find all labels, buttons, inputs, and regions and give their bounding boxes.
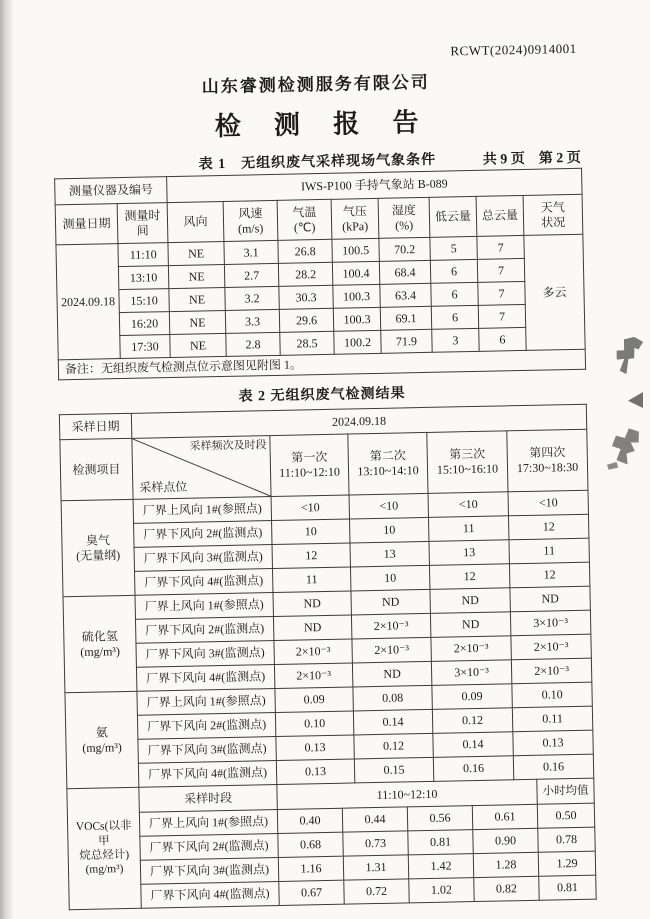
instrument-label-cell: 测量仪器及编号 [55,177,168,205]
value-cell: 0.14 [433,732,513,758]
header-low-cloud: 低云量 [429,196,477,237]
hourly-avg-cell: 1.29 [538,851,596,876]
value-cell: 11 [272,567,350,593]
value-cell: 0.12 [432,708,512,734]
value-cell: 10 [350,565,429,591]
wind-dir-cell: NE [169,310,225,334]
period-value-cell: 11:10~12:10 [277,779,537,809]
value-cell: 0.61 [472,804,537,829]
freq-header-2: 第二次 13:10~14:10 [348,432,428,495]
pressure-cell: 100.4 [332,261,379,285]
time-cell: 15:10 [119,289,169,313]
sampling-point-cell: 厂界下风向 3#(监测点) [138,737,276,764]
total-cloud-cell: 7 [478,281,525,305]
value-cell: 0.82 [474,876,539,901]
freq-header-3: 第三次 15:10~16:10 [427,431,508,494]
page-indicator: 共 9 页 第 2 页 [477,147,581,169]
item-odor-cell: 臭气 (无量纲) [61,499,135,596]
value-cell: 0.44 [342,807,407,832]
header-weather: 天气 状况 [523,194,583,235]
humidity-cell: 68.4 [379,260,430,284]
value-cell: 2×10⁻³ [274,663,352,689]
table1-caption: 表 1 无组织废气采样现场气象条件 [198,152,437,173]
value-cell: ND [351,589,430,615]
value-cell: 0.13 [513,730,594,756]
value-cell: 1.28 [473,852,538,877]
header-total-cloud: 总云量 [476,195,524,236]
ink-smudge [628,392,643,408]
value-cell: 12 [508,514,589,540]
total-cloud-cell: 7 [477,258,524,282]
temp-cell: 28.5 [280,331,334,355]
value-cell: ND [273,615,351,641]
sampling-point-cell: 厂界下风向 3#(监测点) [136,641,274,668]
item-label-cell: 检测项目 [60,438,133,500]
wind-dir-cell: NE [168,264,224,288]
header-wind-speed: 风速 (m/s) [223,200,278,241]
value-cell: 0.15 [354,757,433,783]
value-cell: ND [352,661,431,687]
value-cell: 0.67 [279,880,344,905]
header-wind-direction: 风向 [167,201,224,242]
pressure-cell: 100.3 [333,284,380,308]
value-cell: 12 [272,543,350,569]
value-cell: <10 [508,490,589,516]
value-cell: 0.10 [512,682,593,708]
hourly-avg-cell: 0.78 [538,827,596,852]
sample-date-label-cell: 采样日期 [59,413,131,439]
sampling-point-cell: 厂界下风向 4#(监测点) [135,569,273,596]
ink-smudge [612,334,643,376]
value-cell: <10 [271,495,349,521]
pressure-cell: 100.5 [332,238,379,262]
hourly-avg-cell: 0.81 [539,875,597,900]
wind-dir-cell: NE [169,287,225,311]
time-cell: 17:30 [120,335,170,359]
value-cell: 0.56 [407,806,472,831]
value-cell: 0.09 [432,684,512,710]
value-cell: 0.90 [473,828,538,853]
value-cell: 1.42 [408,854,473,879]
table1-weather-conditions [54,168,586,381]
item-vocs-cell: VOCs(以非甲 烷总烃计) (mg/m³) [67,787,141,909]
value-cell: <10 [428,492,508,518]
period-label-cell: 采样时段 [139,785,277,813]
sample-date-cell: 2024.09.18 [131,404,586,438]
value-cell: 3×10⁻³ [510,610,591,636]
diagonal-bottom-label: 采样点位 [139,479,188,495]
humidity-cell: 63.4 [380,283,431,307]
low-cloud-cell: 6 [431,305,478,329]
value-cell: 1.31 [343,855,408,880]
wind-dir-cell: NE [168,241,224,265]
header-measure-time: 测量时间 [117,203,168,244]
sampling-point-cell: 厂界上风向 1#(参照点) [133,497,271,524]
value-cell: 11 [509,538,590,564]
diagonal-top-label: 采样频次及时段 [189,439,267,453]
value-cell: ND [430,588,510,614]
sampling-point-cell: 厂界下风向 2#(监测点) [137,713,275,740]
value-cell: 1.02 [409,878,474,903]
table2-header-row [60,429,588,501]
header-air-temp: 气温 (℃) [277,199,332,240]
value-cell: 0.08 [353,685,432,711]
value-cell: 0.13 [276,759,354,785]
wind-dir-cell: NE [170,333,226,357]
table2-detection-results [59,404,597,910]
value-cell: 0.10 [275,711,353,737]
total-cloud-cell: 7 [477,235,524,259]
value-cell: 10 [272,519,350,545]
report-content [52,41,596,910]
temp-cell: 26.8 [278,239,332,263]
value-cell: 10 [350,517,429,543]
low-cloud-cell: 5 [430,236,477,260]
value-cell: 0.12 [354,733,433,759]
pressure-cell: 100.3 [333,307,380,331]
value-cell: 0.13 [276,735,354,761]
value-cell: 0.81 [408,830,473,855]
value-cell: 13 [350,541,429,567]
time-cell: 16:20 [119,312,169,336]
value-cell: 0.40 [277,808,342,833]
value-cell: 11 [429,516,509,542]
value-cell: ND [273,591,351,617]
hourly-avg-cell: 0.50 [537,803,595,828]
temp-cell: 28.2 [278,262,332,286]
freq-header-4: 第四次 17:30~18:30 [507,429,588,492]
value-cell: <10 [349,493,428,519]
hourly-avg-label-cell: 小时均值 [537,778,595,804]
sampling-point-cell: 厂界下风向 3#(监测点) [140,857,278,884]
value-cell: 0.73 [343,831,408,856]
low-cloud-cell: 3 [432,328,479,352]
value-cell: ND [510,586,591,612]
wind-speed-cell: 3.2 [225,286,279,310]
freq-header-1: 第一次 11:10~12:10 [270,434,349,497]
value-cell: 0.14 [353,709,432,735]
report-title: 检 测 报 告 [214,106,432,142]
instrument-value-cell: IWS-P100 手持气象站 B-089 [167,168,582,202]
diagonal-header-cell [132,436,271,500]
sampling-point-cell: 厂界上风向 1#(参照点) [137,689,275,716]
total-cloud-cell: 7 [478,304,525,328]
value-cell: ND [430,612,510,638]
time-cell: 13:10 [118,266,168,290]
time-cell: 11:10 [118,243,168,267]
value-cell: 12 [429,564,509,590]
wind-speed-cell: 2.8 [226,332,280,356]
value-cell: 1.16 [278,856,343,881]
total-cloud-cell: 6 [479,327,526,351]
company-name: 山东睿测检测服务有限公司 [201,72,430,97]
value-cell: 12 [509,562,590,588]
sampling-point-cell: 厂界上风向 1#(参照点) [139,810,277,837]
low-cloud-cell: 6 [431,282,478,306]
wind-speed-cell: 3.3 [225,309,279,333]
value-cell: 0.11 [512,706,593,732]
header-air-pressure: 气压 (kPa) [331,198,379,239]
sampling-point-cell: 厂界下风向 4#(监测点) [141,881,279,908]
sampling-point-cell: 厂界下风向 3#(监测点) [134,545,272,572]
sampling-point-cell: 厂界下风向 4#(监测点) [136,665,274,692]
item-ammonia-cell: 氨 (mg/m³) [65,691,139,788]
value-cell: 2×10⁻³ [511,658,592,684]
table2-caption: 表 2 无组织废气检测结果 [238,386,406,405]
low-cloud-cell: 6 [430,259,477,283]
value-cell: 2×10⁻³ [352,637,431,663]
scan-edge-shadow [0,0,14,919]
value-cell: 0.16 [433,756,513,782]
humidity-cell: 70.2 [379,237,430,261]
value-cell: 2×10⁻³ [431,636,511,662]
wind-speed-cell: 3.1 [224,240,278,264]
sampling-point-cell: 厂界下风向 2#(监测点) [140,834,278,861]
sampling-point-cell: 厂界下风向 2#(监测点) [134,521,272,548]
value-cell: 3×10⁻³ [431,660,511,686]
value-cell: 2×10⁻³ [274,639,352,665]
wind-speed-cell: 2.7 [224,263,278,287]
sampling-point-cell: 厂界上风向 1#(参照点) [135,593,273,620]
pressure-cell: 100.2 [334,330,381,354]
header-humidity: 湿度 (%) [378,197,430,238]
temp-cell: 29.6 [279,308,333,332]
humidity-cell: 69.1 [380,306,431,330]
item-h2s-cell: 硫化氢 (mg/m³) [63,595,137,692]
value-cell: 2×10⁻³ [351,613,430,639]
humidity-cell: 71.9 [381,329,432,353]
measure-date-cell: 2024.09.18 [56,244,120,360]
ink-smudge [610,426,641,465]
sampling-point-cell: 厂界下风向 4#(监测点) [138,761,276,788]
report-number: RCWT(2024)0914001 [450,40,577,59]
weather-cell: 多云 [524,234,585,350]
value-cell: 13 [429,540,509,566]
ink-smudge [607,462,623,476]
value-cell: 2×10⁻³ [511,634,592,660]
value-cell: 0.72 [344,879,409,904]
value-cell: 0.09 [275,687,353,713]
header-measure-date: 测量日期 [55,204,118,245]
table1-note: 备注：无组织废气检测点位示意图见附图 1。 [58,349,585,380]
value-cell: 0.68 [278,832,343,857]
temp-cell: 30.3 [279,285,333,309]
sampling-point-cell: 厂界下风向 2#(监测点) [135,617,273,644]
value-cell: 0.16 [513,754,594,780]
